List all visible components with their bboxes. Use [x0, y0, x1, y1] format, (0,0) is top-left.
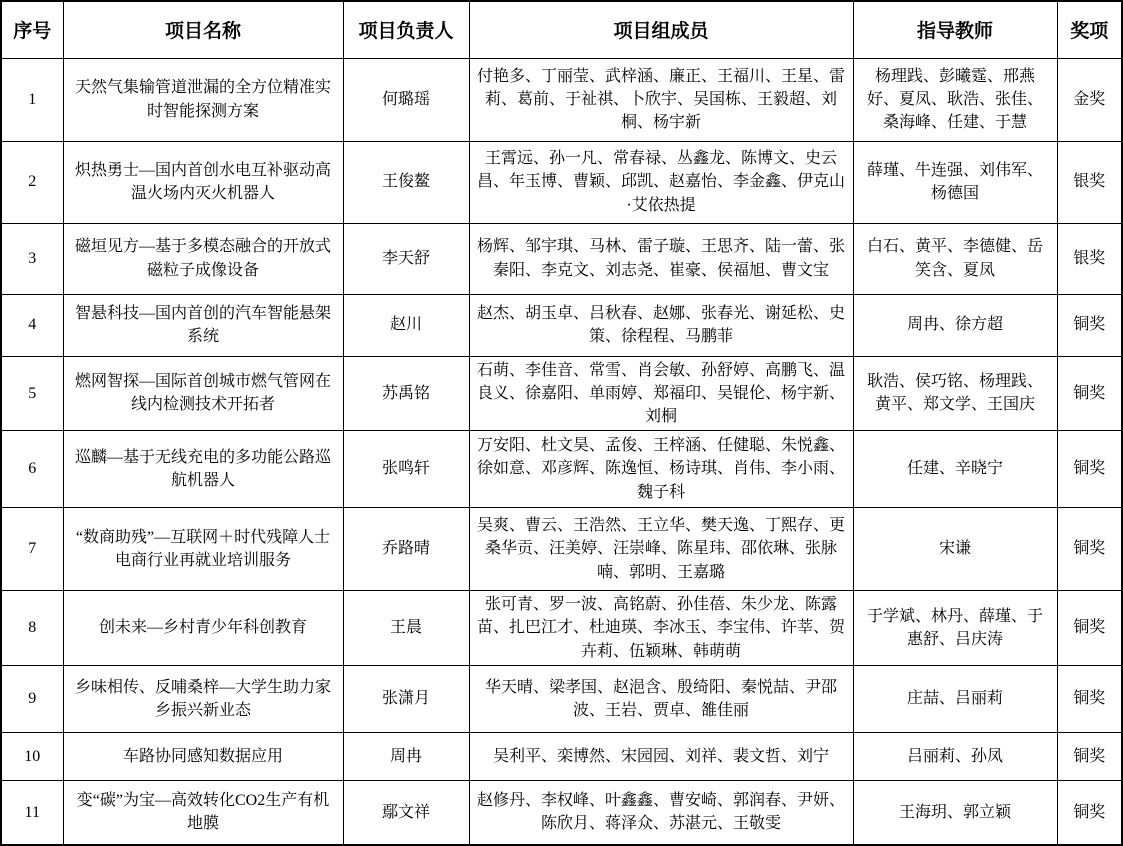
header-row [1, 1, 1122, 58]
cell-index: 8 [1, 591, 63, 666]
cell-teachers: 于学斌、林丹、薛瑾、于惠舒、吕庆涛 [853, 591, 1057, 666]
table-row [1, 508, 1122, 591]
cell-project-name: 炽热勇士—国内首创水电互补驱动高温火场内灭火机器人 [63, 141, 343, 223]
cell-teachers: 白石、黄平、李德健、岳笑含、夏凤 [853, 223, 1057, 294]
cell-project-name: 燃网智探—国际首创城市燃气管网在线内检测技术开拓者 [63, 356, 343, 431]
cell-award: 银奖 [1057, 141, 1122, 223]
cell-members: 石萌、李佳音、常雪、肖会敏、孙舒婷、高鹏飞、温良义、徐嘉阳、单雨婷、郑福印、吴锟伦、杨宇新、刘桐 [469, 356, 853, 431]
cell-leader: 张鸣轩 [343, 431, 469, 508]
cell-teachers: 杨理践、彭曦霆、邢燕好、夏凤、耿浩、张佳、桑海峰、任建、于慧 [853, 58, 1057, 141]
cell-members: 付艳多、丁丽莹、武梓涵、廉正、王福川、王星、雷莉、葛前、于祉祺、卜欣宇、吴国栋、王毅超、刘桐、杨宇新 [469, 58, 853, 141]
cell-teachers: 吕丽莉、孙凤 [853, 733, 1057, 781]
cell-project-name: 变“碳”为宝—高效转化CO2生产有机地膜 [63, 781, 343, 845]
cell-teachers: 王海玥、郭立颖 [853, 781, 1057, 845]
cell-award: 银奖 [1057, 223, 1122, 294]
table-row [1, 58, 1122, 141]
cell-project-name: 天然气集输管道泄漏的全方位精准实时智能探测方案 [63, 58, 343, 141]
cell-members: 张可青、罗一波、高铭蔚、孙佳蓓、朱少龙、陈露苗、扎巴江才、杜迪瑛、李冰玉、李宝伟、许莘、贺卉莉、伍颖琳、韩萌萌 [469, 591, 853, 666]
cell-members: 赵修丹、李权峰、叶鑫鑫、曹安崎、郭润春、尹妍、陈欣月、蒋泽众、苏湛元、王敬雯 [469, 781, 853, 845]
col-header-teachers: 指导教师 [853, 1, 1057, 58]
cell-leader: 李天舒 [343, 223, 469, 294]
cell-award: 金奖 [1057, 58, 1122, 141]
cell-index: 7 [1, 508, 63, 591]
cell-index: 5 [1, 356, 63, 431]
cell-project-name: 创未来—乡村青少年科创教育 [63, 591, 343, 666]
cell-leader: 王晨 [343, 591, 469, 666]
col-header-project-name: 项目名称 [63, 1, 343, 58]
cell-members: 华天晴、梁孝国、赵浥含、殷绮阳、秦悦喆、尹邵波、王岩、贾卓、雒佳丽 [469, 666, 853, 733]
cell-members: 王霄远、孙一凡、常春禄、丛鑫龙、陈博文、史云昌、年玉博、曹颖、邱凯、赵嘉怡、李金鑫、伊克山·艾依热提 [469, 141, 853, 223]
table-row [1, 781, 1122, 845]
cell-award: 铜奖 [1057, 356, 1122, 431]
cell-project-name: 磁垣见方—基于多模态融合的开放式磁粒子成像设备 [63, 223, 343, 294]
col-header-leader: 项目负责人 [343, 1, 469, 58]
cell-teachers: 庄喆、吕丽莉 [853, 666, 1057, 733]
table-row [1, 223, 1122, 294]
cell-members: 吴爽、曹云、王浩然、王立华、樊天逸、丁熙存、更桑华贡、汪美婷、汪崇峰、陈星玮、邵依琳、张脉喃、郭明、王嘉璐 [469, 508, 853, 591]
table-row [1, 666, 1122, 733]
cell-award: 铜奖 [1057, 733, 1122, 781]
cell-index: 4 [1, 294, 63, 356]
cell-members: 万安阳、杜文昊、孟俊、王梓涵、任健聪、朱悦鑫、徐如意、邓彦辉、陈逸恒、杨诗琪、肖伟、李小雨、魏子科 [469, 431, 853, 508]
cell-leader: 鄢文祥 [343, 781, 469, 845]
cell-index: 9 [1, 666, 63, 733]
cell-leader: 张潇月 [343, 666, 469, 733]
cell-award: 铜奖 [1057, 591, 1122, 666]
col-header-index: 序号 [1, 1, 63, 58]
cell-award: 铜奖 [1057, 508, 1122, 591]
cell-teachers: 耿浩、侯巧铭、杨理践、黄平、郑文学、王国庆 [853, 356, 1057, 431]
cell-project-name: “数商助残”—互联网＋时代残障人士电商行业再就业培训服务 [63, 508, 343, 591]
cell-leader: 何璐瑶 [343, 58, 469, 141]
cell-award: 铜奖 [1057, 431, 1122, 508]
table-row [1, 591, 1122, 666]
cell-project-name: 巡麟—基于无线充电的多功能公路巡航机器人 [63, 431, 343, 508]
cell-index: 10 [1, 733, 63, 781]
cell-project-name: 智悬科技—国内首创的汽车智能悬架系统 [63, 294, 343, 356]
cell-index: 6 [1, 431, 63, 508]
cell-index: 2 [1, 141, 63, 223]
cell-members: 杨辉、邹宇琪、马林、雷子璇、王思齐、陆一蕾、张秦阳、李克文、刘志尧、崔豪、侯福旭、曹文宝 [469, 223, 853, 294]
cell-teachers: 任建、辛晓宁 [853, 431, 1057, 508]
cell-members: 赵杰、胡玉卓、吕秋春、赵娜、张春光、谢延松、史策、徐程程、马鹏菲 [469, 294, 853, 356]
table-row [1, 356, 1122, 431]
col-header-award: 奖项 [1057, 1, 1122, 58]
table-row [1, 294, 1122, 356]
cell-award: 铜奖 [1057, 294, 1122, 356]
cell-project-name: 车路协同感知数据应用 [63, 733, 343, 781]
table-row [1, 431, 1122, 508]
cell-leader: 乔路晴 [343, 508, 469, 591]
cell-members: 吴利平、栾博然、宋园园、刘祥、裴文哲、刘宁 [469, 733, 853, 781]
cell-project-name: 乡味相传、反哺桑梓—大学生助力家乡振兴新业态 [63, 666, 343, 733]
cell-teachers: 薛瑾、牛连强、刘伟军、杨德国 [853, 141, 1057, 223]
table-row [1, 141, 1122, 223]
cell-index: 1 [1, 58, 63, 141]
cell-index: 3 [1, 223, 63, 294]
cell-teachers: 宋谦 [853, 508, 1057, 591]
cell-leader: 王俊鳌 [343, 141, 469, 223]
cell-leader: 周冉 [343, 733, 469, 781]
cell-index: 11 [1, 781, 63, 845]
cell-award: 铜奖 [1057, 781, 1122, 845]
cell-award: 铜奖 [1057, 666, 1122, 733]
cell-leader: 苏禹铭 [343, 356, 469, 431]
col-header-members: 项目组成员 [469, 1, 853, 58]
cell-leader: 赵川 [343, 294, 469, 356]
table-row [1, 733, 1122, 781]
cell-teachers: 周冉、徐方超 [853, 294, 1057, 356]
